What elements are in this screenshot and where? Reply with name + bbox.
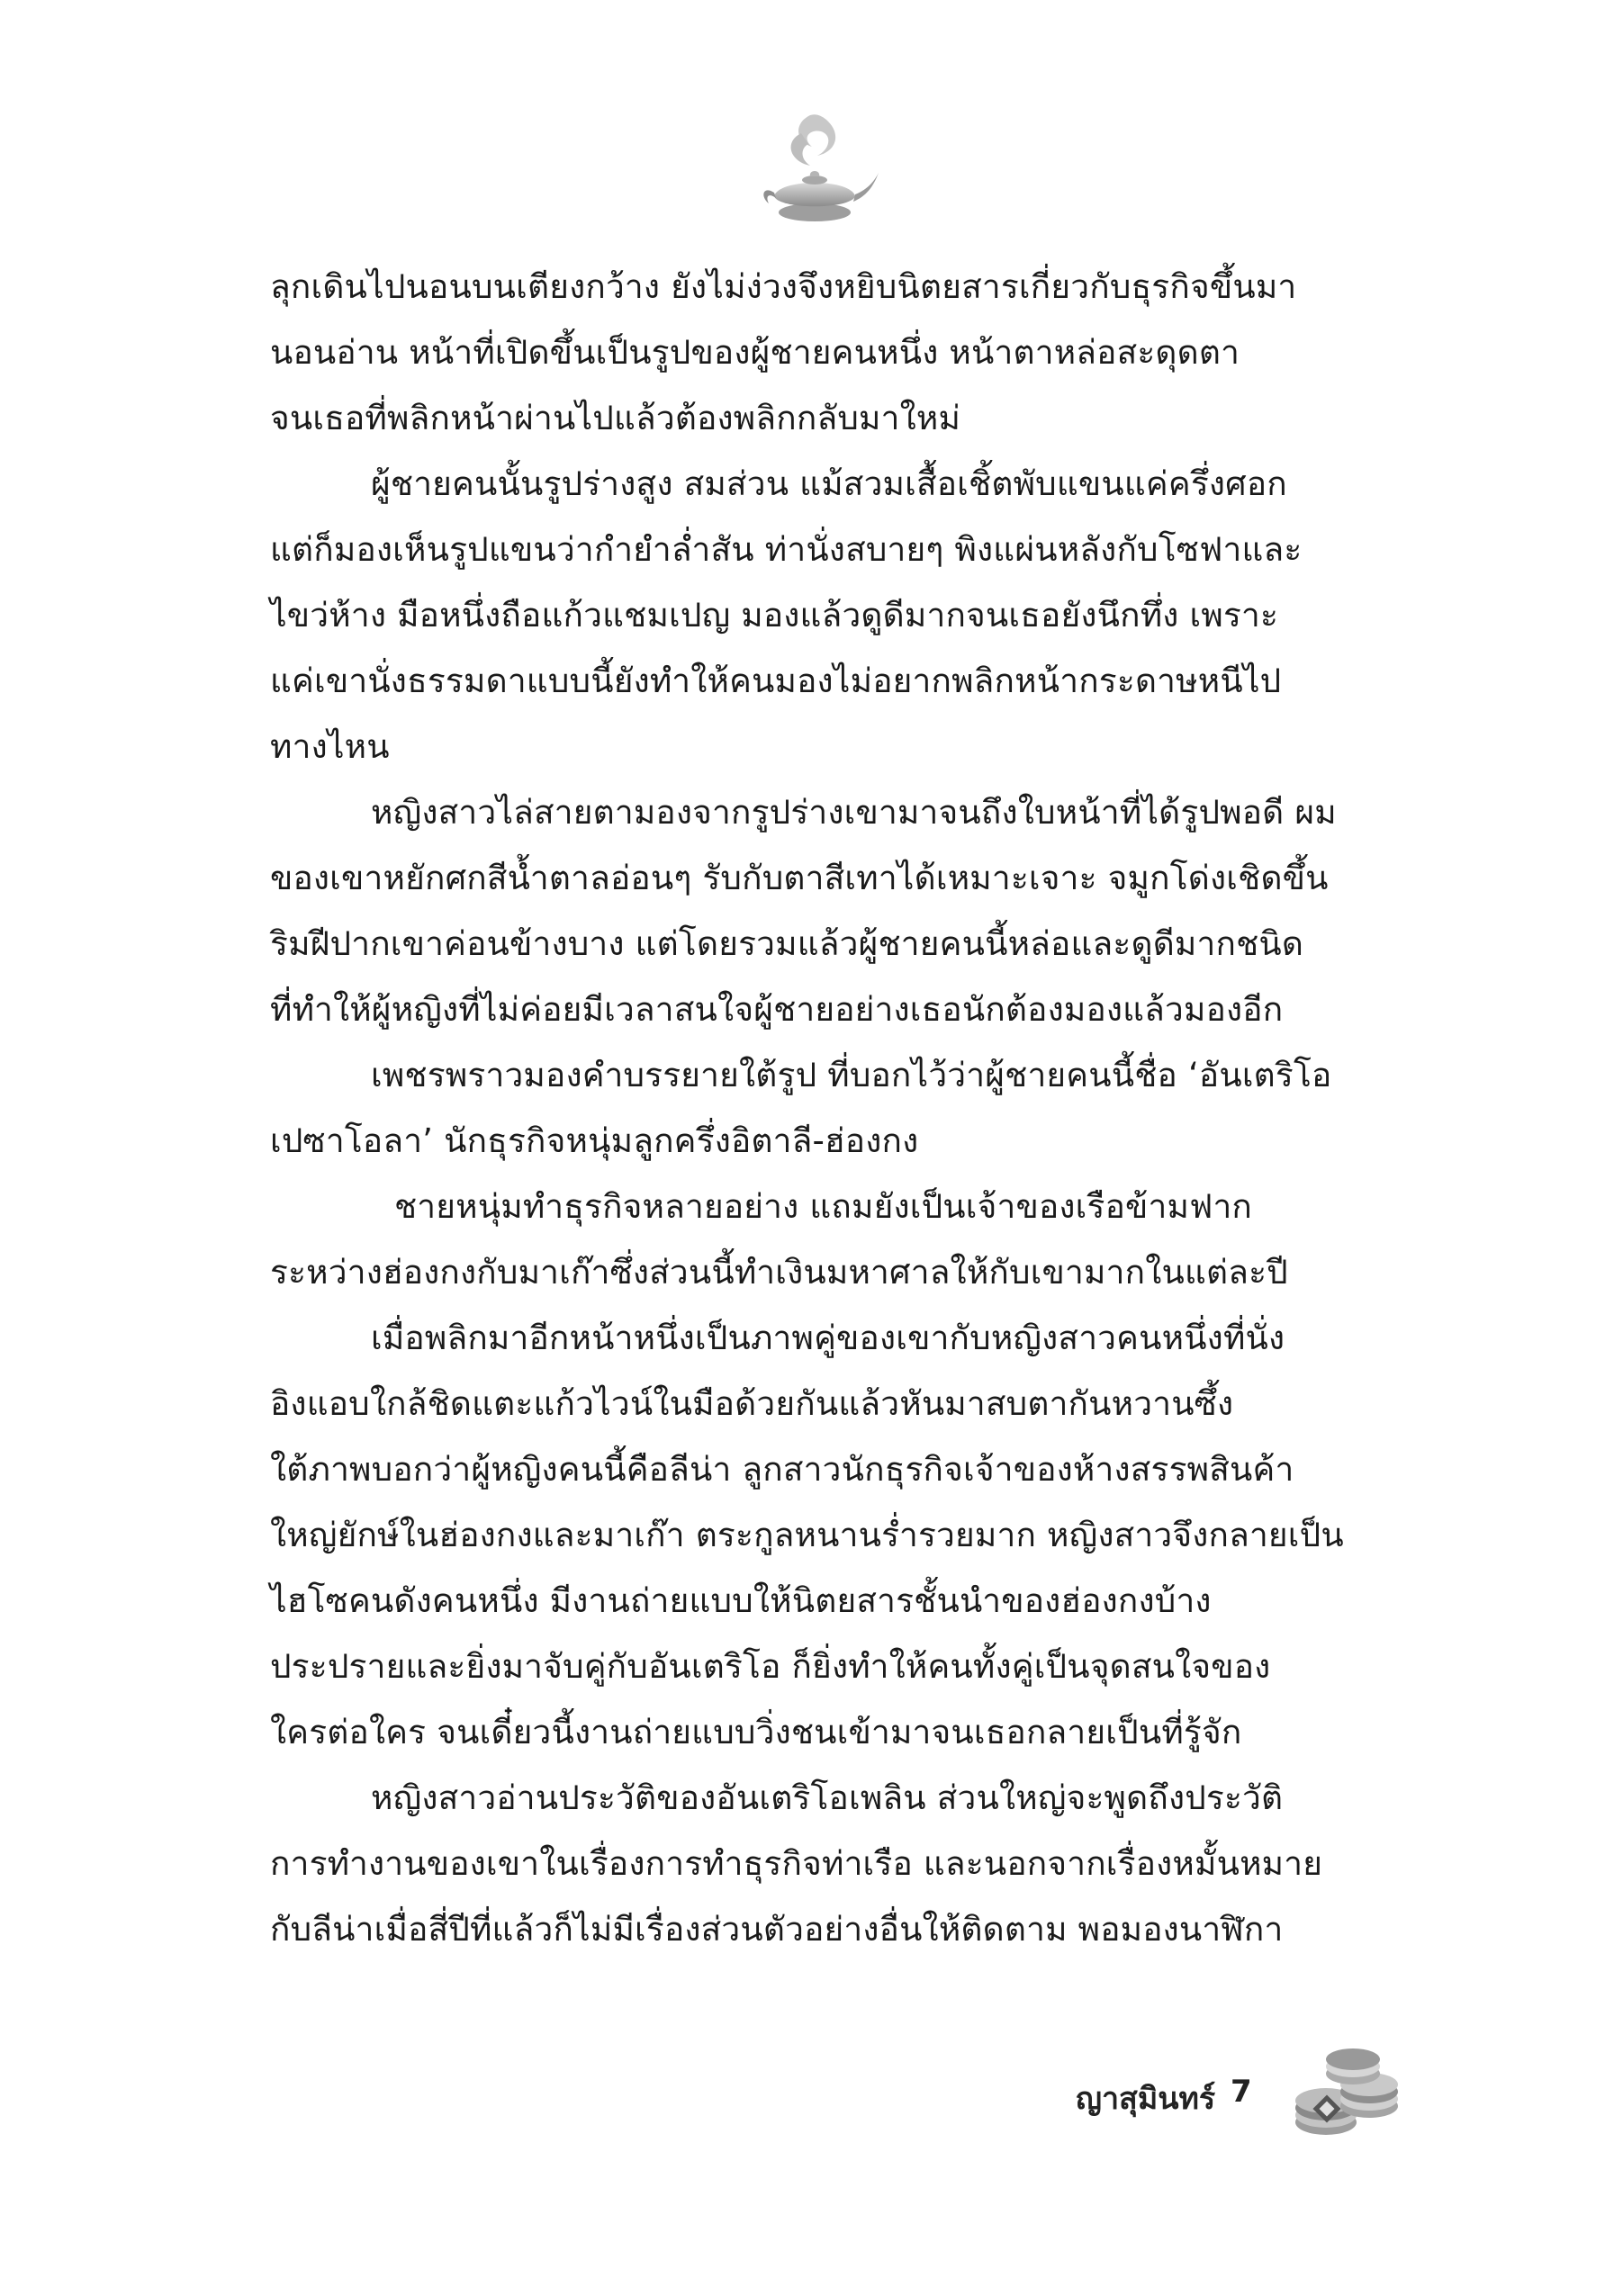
paragraph [270,1174,1391,1305]
text-line: แค่เขานั่งธรรมดาแบบนี้ยังทำให้คนมองไม่อยากพลิกหน้ากระดาษหนีไป [270,662,1282,700]
text-line: ที่ทำให้ผู้หญิงที่ไม่ค่อยมีเวลาสนใจผู้ชายอย่างเธอนักต้องมองแล้วมองอีก [270,990,1284,1029]
text-line: ของเขาหยักศกสีน้ำตาลอ่อนๆ รับกับตาสีเทาได้เหมาะเจาะ จมูกโด่งเชิดขึ้น [270,859,1329,897]
text-line: ประปรายและยิ่งมาจับคู่กับอันเตริโอ ก็ยิ่งทำให้คนทั้งคู่เป็นจุดสนใจของ [270,1647,1271,1686]
text-line: ไขว่ห้าง มือหนึ่งถือแก้วแชมเปญ มองแล้วดูดีมากจนเธอยังนึกทึ่ง เพราะ [270,596,1279,635]
paragraph [270,1765,1391,1962]
author-name: ญาสุมินทร์ [1076,2081,1216,2117]
paragraph [270,451,1391,779]
paragraph [270,1305,1391,1765]
text-line: จนเธอที่พลิกหน้าผ่านไปแล้วต้องพลิกกลับมาใหม่ [270,399,961,437]
text-line: ใหญ่ยักษ์ในฮ่องกงและมาเก๊า ตระกูลหนานร่ำรวยมาก หญิงสาวจึงกลายเป็น [270,1516,1344,1554]
text-line: หญิงสาวอ่านประวัติของอันเตริโอเพลิน ส่วนใหญ่จะพูดถึงประวัติ [371,1778,1284,1817]
text-line: ทางไหน [270,727,390,766]
page-number: 7 [1231,2074,1252,2110]
text-line: แต่ก็มองเห็นรูปแขนว่ากำยำล่ำสัน ท่านั่งสบายๆ พิงแผ่นหลังกับโซฟาและ [270,530,1303,569]
page-footer [1076,2043,1436,2142]
paragraph [270,1042,1391,1174]
text-line: นอนอ่าน หน้าที่เปิดขึ้นเป็นรูปของผู้ชายคนหนึ่ง หน้าตาหล่อสะดุดตา [270,333,1240,372]
page-text [270,254,1391,1962]
text-line: การทำงานของเขาในเรื่องการทำธุรกิจท่าเรือ และนอกจากเรื่องหมั้นหมาย [270,1844,1323,1883]
text-line: อิงแอบใกล้ชิดแตะแก้วไวน์ในมือด้วยกันแล้วหันมาสบตากันหวานซึ้ง [270,1384,1234,1423]
text-line: เพชรพราวมองคำบรรยายใต้รูป ที่บอกไว้ว่าผู้ชายคนนี้ชื่อ ‘อันเตริโอ [371,1056,1332,1094]
text-line: ใครต่อใคร จนเดี๋ยวนี้งานถ่ายแบบวิ่งชนเข้ามาจนเธอกลายเป็นที่รู้จัก [270,1713,1242,1751]
text-line: เมื่อพลิกมาอีกหน้าหนึ่งเป็นภาพคู่ของเขากับหญิงสาวคนหนึ่งที่นั่ง [371,1319,1285,1357]
text-line: หญิงสาวไล่สายตามองจากรูปร่างเขามาจนถึงใบหน้าที่ได้รูปพอดี ผม [371,793,1337,832]
casino-chips-icon [1290,2043,1407,2142]
magic-lamp-icon [747,106,882,241]
text-line: กับลีน่าเมื่อสี่ปีที่แล้วก็ไม่มีเรื่องส่วนตัวอย่างอื่นให้ติดตาม พอมองนาฬิกา [270,1910,1284,1949]
paragraph [270,779,1391,1042]
text-line: ผู้ชายคนนั้นรูปร่างสูง สมส่วน แม้สวมเสื้อเชิ้ตพับแขนแค่ครึ่งศอก [371,464,1287,503]
text-line: ไฮโซคนดังคนหนึ่ง มีงานถ่ายแบบให้นิตยสารชั้นนำของฮ่องกงบ้าง [270,1581,1212,1620]
text-line: ริมฝีปากเขาค่อนข้างบาง แต่โดยรวมแล้วผู้ชายคนนี้หล่อและดูดีมากชนิด [270,924,1304,963]
text-line: ชายหนุ่มทำธุรกิจหลายอย่าง แถมยังเป็นเจ้าของเรือข้ามฟาก [394,1187,1253,1226]
text-line: เปซาโอลา’ นักธุรกิจหนุ่มลูกครึ่งอิตาลี-ฮ่องกง [270,1121,919,1160]
text-line: ใต้ภาพบอกว่าผู้หญิงคนนี้คือลีน่า ลูกสาวนักธุรกิจเจ้าของห้างสรรพสินค้า [270,1450,1294,1489]
text-line: ระหว่างฮ่องกงกับมาเก๊าซึ่งส่วนนี้ทำเงินมหาศาลให้กับเขามากในแต่ละปี [270,1253,1288,1292]
text-line: ลุกเดินไปนอนบนเตียงกว้าง ยังไม่ง่วงจึงหยิบนิตยสารเกี่ยวกับธุรกิจขึ้นมา [270,267,1297,306]
paragraph [270,254,1391,451]
